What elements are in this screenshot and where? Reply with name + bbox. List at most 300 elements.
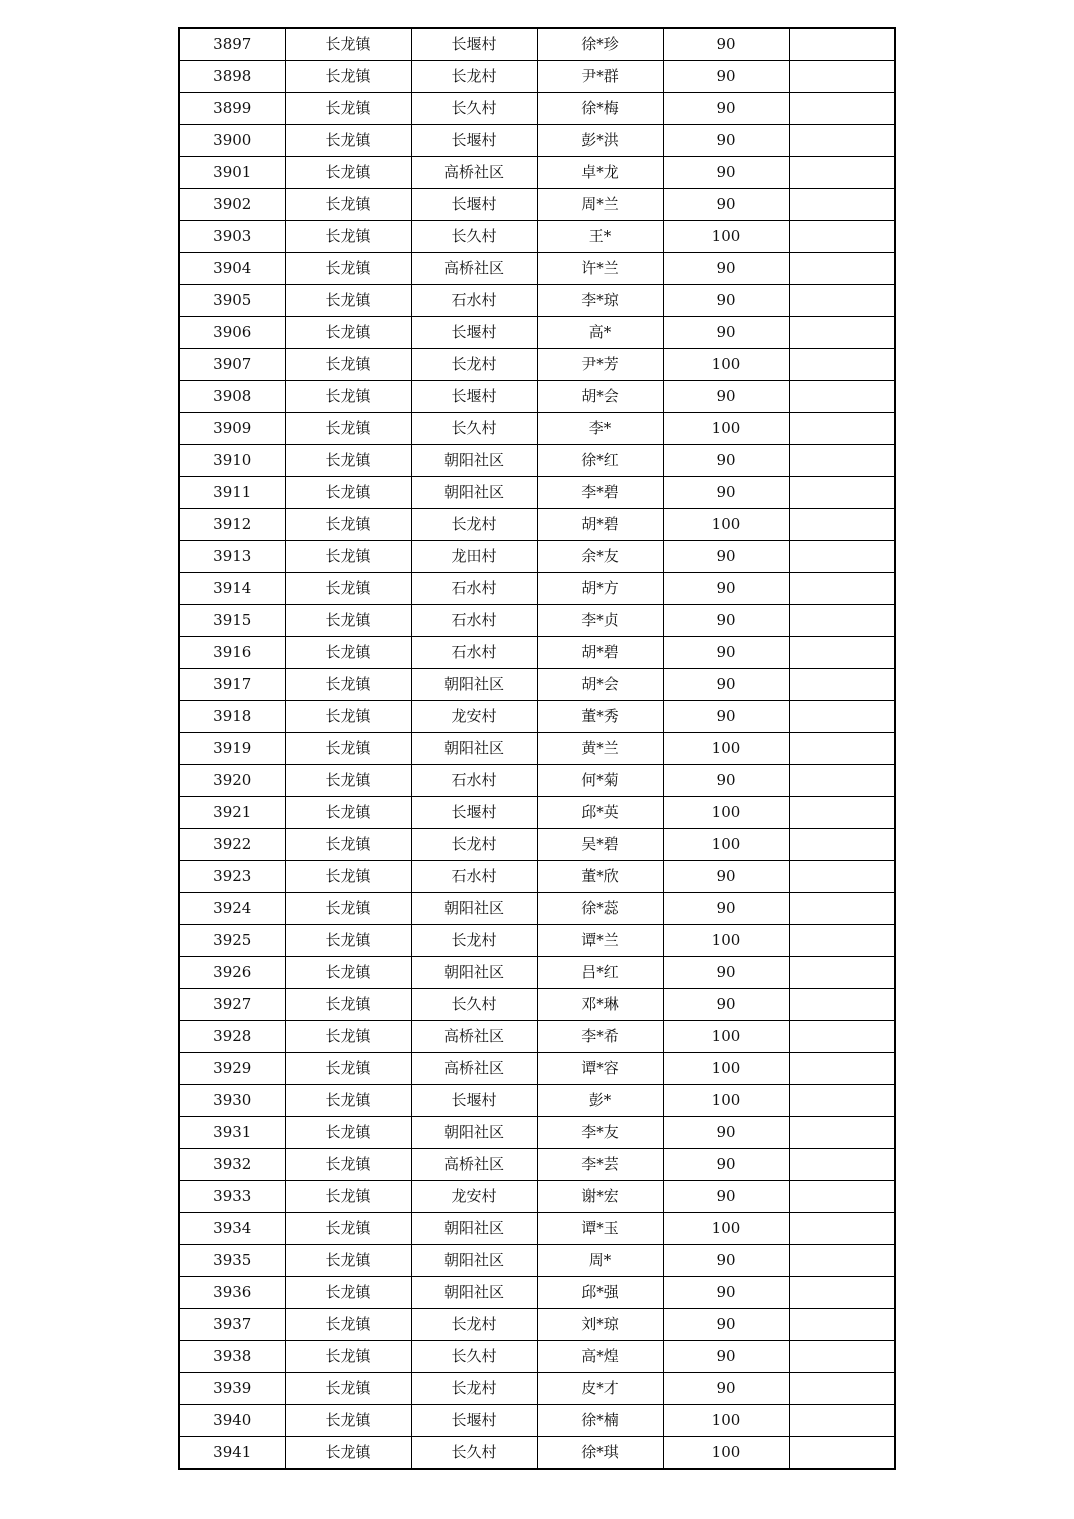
village-cell: 石水村 [411, 637, 537, 669]
amount-cell: 100 [663, 1085, 789, 1117]
town-cell: 长龙镇 [285, 349, 411, 381]
name-cell: 卓*龙 [537, 157, 663, 189]
table-row [179, 509, 895, 541]
amount-cell: 100 [663, 1213, 789, 1245]
name-cell: 胡*会 [537, 381, 663, 413]
table-row [179, 349, 895, 381]
village-cell: 长龙村 [411, 61, 537, 93]
serial-cell: 3930 [179, 1085, 285, 1117]
amount-cell: 100 [663, 413, 789, 445]
remark-cell [789, 1437, 895, 1470]
remark-cell [789, 381, 895, 413]
serial-cell: 3910 [179, 445, 285, 477]
amount-cell: 100 [663, 797, 789, 829]
town-cell: 长龙镇 [285, 573, 411, 605]
name-cell: 徐*楠 [537, 1405, 663, 1437]
name-cell: 董*秀 [537, 701, 663, 733]
name-cell: 董*欣 [537, 861, 663, 893]
table-row [179, 28, 895, 61]
town-cell: 长龙镇 [285, 1053, 411, 1085]
name-cell: 李*芸 [537, 1149, 663, 1181]
village-cell: 石水村 [411, 605, 537, 637]
amount-cell: 90 [663, 285, 789, 317]
table-row [179, 413, 895, 445]
serial-cell: 3897 [179, 28, 285, 61]
remark-cell [789, 637, 895, 669]
remark-cell [789, 1117, 895, 1149]
table-row [179, 221, 895, 253]
remark-cell [789, 1181, 895, 1213]
serial-cell: 3916 [179, 637, 285, 669]
amount-cell: 90 [663, 1117, 789, 1149]
remark-cell [789, 1149, 895, 1181]
amount-cell: 90 [663, 861, 789, 893]
town-cell: 长龙镇 [285, 445, 411, 477]
town-cell: 长龙镇 [285, 637, 411, 669]
amount-cell: 90 [663, 701, 789, 733]
village-cell: 长久村 [411, 1437, 537, 1470]
remark-cell [789, 1053, 895, 1085]
name-cell: 邓*琳 [537, 989, 663, 1021]
table-row [179, 893, 895, 925]
remark-cell [789, 989, 895, 1021]
name-cell: 谢*宏 [537, 1181, 663, 1213]
serial-cell: 3909 [179, 413, 285, 445]
name-cell: 徐*琪 [537, 1437, 663, 1470]
town-cell: 长龙镇 [285, 28, 411, 61]
village-cell: 长堰村 [411, 28, 537, 61]
table-row [179, 957, 895, 989]
amount-cell: 90 [663, 157, 789, 189]
serial-cell: 3915 [179, 605, 285, 637]
serial-cell: 3935 [179, 1245, 285, 1277]
village-cell: 高桥社区 [411, 1149, 537, 1181]
name-cell: 高*煌 [537, 1341, 663, 1373]
town-cell: 长龙镇 [285, 189, 411, 221]
table-row [179, 253, 895, 285]
table-row [179, 1373, 895, 1405]
name-cell: 李*希 [537, 1021, 663, 1053]
name-cell: 李* [537, 413, 663, 445]
name-cell: 胡*碧 [537, 509, 663, 541]
table-row [179, 605, 895, 637]
amount-cell: 90 [663, 1181, 789, 1213]
remark-cell [789, 925, 895, 957]
name-cell: 彭*洪 [537, 125, 663, 157]
name-cell: 周*兰 [537, 189, 663, 221]
remark-cell [789, 1405, 895, 1437]
amount-cell: 100 [663, 349, 789, 381]
town-cell: 长龙镇 [285, 93, 411, 125]
table-row [179, 1149, 895, 1181]
amount-cell: 90 [663, 1277, 789, 1309]
village-cell: 石水村 [411, 573, 537, 605]
amount-cell: 90 [663, 28, 789, 61]
town-cell: 长龙镇 [285, 1373, 411, 1405]
amount-cell: 90 [663, 1341, 789, 1373]
amount-cell: 90 [663, 317, 789, 349]
serial-cell: 3914 [179, 573, 285, 605]
name-cell: 尹*芳 [537, 349, 663, 381]
town-cell: 长龙镇 [285, 733, 411, 765]
serial-cell: 3939 [179, 1373, 285, 1405]
village-cell: 长堰村 [411, 1405, 537, 1437]
town-cell: 长龙镇 [285, 957, 411, 989]
name-cell: 徐*珍 [537, 28, 663, 61]
village-cell: 长龙村 [411, 509, 537, 541]
village-cell: 龙安村 [411, 701, 537, 733]
table-row [179, 1405, 895, 1437]
village-cell: 长久村 [411, 413, 537, 445]
village-cell: 长久村 [411, 1341, 537, 1373]
records-body [179, 28, 895, 1469]
table-row [179, 829, 895, 861]
village-cell: 高桥社区 [411, 1053, 537, 1085]
table-row [179, 541, 895, 573]
village-cell: 朝阳社区 [411, 1245, 537, 1277]
name-cell: 徐*梅 [537, 93, 663, 125]
village-cell: 长堰村 [411, 125, 537, 157]
remark-cell [789, 1373, 895, 1405]
name-cell: 刘*琼 [537, 1309, 663, 1341]
town-cell: 长龙镇 [285, 1085, 411, 1117]
amount-cell: 90 [663, 381, 789, 413]
town-cell: 长龙镇 [285, 381, 411, 413]
table-row [179, 125, 895, 157]
name-cell: 胡*方 [537, 573, 663, 605]
name-cell: 何*菊 [537, 765, 663, 797]
remark-cell [789, 1213, 895, 1245]
town-cell: 长龙镇 [285, 1437, 411, 1470]
amount-cell: 90 [663, 93, 789, 125]
name-cell: 李*碧 [537, 477, 663, 509]
serial-cell: 3902 [179, 189, 285, 221]
amount-cell: 100 [663, 1405, 789, 1437]
town-cell: 长龙镇 [285, 765, 411, 797]
serial-cell: 3921 [179, 797, 285, 829]
village-cell: 朝阳社区 [411, 1277, 537, 1309]
remark-cell [789, 957, 895, 989]
serial-cell: 3920 [179, 765, 285, 797]
amount-cell: 90 [663, 541, 789, 573]
town-cell: 长龙镇 [285, 989, 411, 1021]
remark-cell [789, 701, 895, 733]
town-cell: 长龙镇 [285, 1405, 411, 1437]
town-cell: 长龙镇 [285, 125, 411, 157]
remark-cell [789, 349, 895, 381]
remark-cell [789, 221, 895, 253]
town-cell: 长龙镇 [285, 605, 411, 637]
town-cell: 长龙镇 [285, 1213, 411, 1245]
name-cell: 徐*红 [537, 445, 663, 477]
serial-cell: 3929 [179, 1053, 285, 1085]
remark-cell [789, 1245, 895, 1277]
village-cell: 长龙村 [411, 1309, 537, 1341]
serial-cell: 3911 [179, 477, 285, 509]
remark-cell [789, 1277, 895, 1309]
table-row [179, 733, 895, 765]
town-cell: 长龙镇 [285, 1309, 411, 1341]
table-row [179, 573, 895, 605]
village-cell: 朝阳社区 [411, 957, 537, 989]
town-cell: 长龙镇 [285, 413, 411, 445]
amount-cell: 90 [663, 1245, 789, 1277]
amount-cell: 100 [663, 509, 789, 541]
remark-cell [789, 765, 895, 797]
name-cell: 谭*兰 [537, 925, 663, 957]
remark-cell [789, 61, 895, 93]
name-cell: 邱*强 [537, 1277, 663, 1309]
table-row [179, 1341, 895, 1373]
remark-cell [789, 413, 895, 445]
name-cell: 彭* [537, 1085, 663, 1117]
remark-cell [789, 253, 895, 285]
remark-cell [789, 509, 895, 541]
amount-cell: 90 [663, 125, 789, 157]
village-cell: 石水村 [411, 765, 537, 797]
remark-cell [789, 285, 895, 317]
table-row [179, 637, 895, 669]
serial-cell: 3938 [179, 1341, 285, 1373]
serial-cell: 3926 [179, 957, 285, 989]
serial-cell: 3904 [179, 253, 285, 285]
table-row [179, 989, 895, 1021]
name-cell: 许*兰 [537, 253, 663, 285]
name-cell: 尹*群 [537, 61, 663, 93]
table-row [179, 285, 895, 317]
village-cell: 长久村 [411, 93, 537, 125]
table-row [179, 1437, 895, 1470]
serial-cell: 3913 [179, 541, 285, 573]
amount-cell: 90 [663, 893, 789, 925]
remark-cell [789, 797, 895, 829]
table-row [179, 701, 895, 733]
town-cell: 长龙镇 [285, 1341, 411, 1373]
town-cell: 长龙镇 [285, 1117, 411, 1149]
name-cell: 谭*容 [537, 1053, 663, 1085]
amount-cell: 90 [663, 1309, 789, 1341]
village-cell: 长堰村 [411, 797, 537, 829]
name-cell: 李*友 [537, 1117, 663, 1149]
serial-cell: 3936 [179, 1277, 285, 1309]
village-cell: 高桥社区 [411, 253, 537, 285]
remark-cell [789, 541, 895, 573]
amount-cell: 100 [663, 221, 789, 253]
table-row [179, 477, 895, 509]
name-cell: 吕*红 [537, 957, 663, 989]
serial-cell: 3923 [179, 861, 285, 893]
amount-cell: 100 [663, 1053, 789, 1085]
town-cell: 长龙镇 [285, 253, 411, 285]
serial-cell: 3940 [179, 1405, 285, 1437]
amount-cell: 100 [663, 925, 789, 957]
serial-cell: 3898 [179, 61, 285, 93]
village-cell: 长堰村 [411, 189, 537, 221]
remark-cell [789, 733, 895, 765]
name-cell: 皮*才 [537, 1373, 663, 1405]
table-row [179, 1117, 895, 1149]
amount-cell: 100 [663, 829, 789, 861]
village-cell: 龙安村 [411, 1181, 537, 1213]
village-cell: 石水村 [411, 861, 537, 893]
remark-cell [789, 445, 895, 477]
serial-cell: 3922 [179, 829, 285, 861]
village-cell: 长龙村 [411, 349, 537, 381]
table-row [179, 445, 895, 477]
table-row [179, 1245, 895, 1277]
remark-cell [789, 1021, 895, 1053]
village-cell: 石水村 [411, 285, 537, 317]
town-cell: 长龙镇 [285, 893, 411, 925]
table-row [179, 93, 895, 125]
serial-cell: 3917 [179, 669, 285, 701]
town-cell: 长龙镇 [285, 541, 411, 573]
amount-cell: 90 [663, 189, 789, 221]
village-cell: 龙田村 [411, 541, 537, 573]
town-cell: 长龙镇 [285, 157, 411, 189]
village-cell: 朝阳社区 [411, 445, 537, 477]
name-cell: 高* [537, 317, 663, 349]
table-row [179, 157, 895, 189]
town-cell: 长龙镇 [285, 1245, 411, 1277]
amount-cell: 90 [663, 637, 789, 669]
amount-cell: 90 [663, 1149, 789, 1181]
serial-cell: 3908 [179, 381, 285, 413]
village-cell: 朝阳社区 [411, 1213, 537, 1245]
table-row [179, 1277, 895, 1309]
amount-cell: 90 [663, 669, 789, 701]
serial-cell: 3933 [179, 1181, 285, 1213]
village-cell: 长龙村 [411, 925, 537, 957]
table-row [179, 797, 895, 829]
remark-cell [789, 157, 895, 189]
village-cell: 长龙村 [411, 829, 537, 861]
village-cell: 长堰村 [411, 381, 537, 413]
remark-cell [789, 573, 895, 605]
village-cell: 高桥社区 [411, 1021, 537, 1053]
table-row [179, 765, 895, 797]
table-row [179, 317, 895, 349]
amount-cell: 90 [663, 957, 789, 989]
table-row [179, 1213, 895, 1245]
amount-cell: 100 [663, 1437, 789, 1470]
town-cell: 长龙镇 [285, 285, 411, 317]
serial-cell: 3900 [179, 125, 285, 157]
town-cell: 长龙镇 [285, 221, 411, 253]
serial-cell: 3928 [179, 1021, 285, 1053]
serial-cell: 3934 [179, 1213, 285, 1245]
serial-cell: 3905 [179, 285, 285, 317]
name-cell: 胡*会 [537, 669, 663, 701]
village-cell: 朝阳社区 [411, 477, 537, 509]
name-cell: 周* [537, 1245, 663, 1277]
serial-cell: 3932 [179, 1149, 285, 1181]
village-cell: 长久村 [411, 221, 537, 253]
remark-cell [789, 605, 895, 637]
town-cell: 长龙镇 [285, 1149, 411, 1181]
town-cell: 长龙镇 [285, 1021, 411, 1053]
remark-cell [789, 861, 895, 893]
remark-cell [789, 28, 895, 61]
town-cell: 长龙镇 [285, 669, 411, 701]
town-cell: 长龙镇 [285, 477, 411, 509]
serial-cell: 3899 [179, 93, 285, 125]
village-cell: 朝阳社区 [411, 893, 537, 925]
town-cell: 长龙镇 [285, 829, 411, 861]
remark-cell [789, 93, 895, 125]
remark-cell [789, 477, 895, 509]
name-cell: 吴*碧 [537, 829, 663, 861]
town-cell: 长龙镇 [285, 1277, 411, 1309]
remark-cell [789, 1085, 895, 1117]
serial-cell: 3903 [179, 221, 285, 253]
table-row [179, 1021, 895, 1053]
town-cell: 长龙镇 [285, 1181, 411, 1213]
table-row [179, 669, 895, 701]
amount-cell: 100 [663, 733, 789, 765]
table-row [179, 189, 895, 221]
village-cell: 朝阳社区 [411, 1117, 537, 1149]
serial-cell: 3907 [179, 349, 285, 381]
remark-cell [789, 317, 895, 349]
serial-cell: 3931 [179, 1117, 285, 1149]
town-cell: 长龙镇 [285, 797, 411, 829]
table-row [179, 861, 895, 893]
serial-cell: 3925 [179, 925, 285, 957]
serial-cell: 3912 [179, 509, 285, 541]
serial-cell: 3919 [179, 733, 285, 765]
name-cell: 李*贞 [537, 605, 663, 637]
village-cell: 长堰村 [411, 317, 537, 349]
serial-cell: 3927 [179, 989, 285, 1021]
town-cell: 长龙镇 [285, 861, 411, 893]
town-cell: 长龙镇 [285, 509, 411, 541]
table-row [179, 1053, 895, 1085]
amount-cell: 100 [663, 1021, 789, 1053]
name-cell: 李*琼 [537, 285, 663, 317]
amount-cell: 90 [663, 765, 789, 797]
table-row [179, 1085, 895, 1117]
amount-cell: 90 [663, 445, 789, 477]
serial-cell: 3941 [179, 1437, 285, 1470]
name-cell: 徐*蕊 [537, 893, 663, 925]
village-cell: 长久村 [411, 989, 537, 1021]
table-row [179, 1309, 895, 1341]
name-cell: 黄*兰 [537, 733, 663, 765]
table-row [179, 381, 895, 413]
name-cell: 余*友 [537, 541, 663, 573]
name-cell: 王* [537, 221, 663, 253]
town-cell: 长龙镇 [285, 61, 411, 93]
name-cell: 谭*玉 [537, 1213, 663, 1245]
table-row [179, 925, 895, 957]
serial-cell: 3901 [179, 157, 285, 189]
remark-cell [789, 669, 895, 701]
remark-cell [789, 1309, 895, 1341]
table-row [179, 61, 895, 93]
name-cell: 邱*英 [537, 797, 663, 829]
records-table [178, 27, 896, 1470]
village-cell: 高桥社区 [411, 157, 537, 189]
name-cell: 胡*碧 [537, 637, 663, 669]
serial-cell: 3918 [179, 701, 285, 733]
amount-cell: 90 [663, 605, 789, 637]
table-row [179, 1181, 895, 1213]
amount-cell: 90 [663, 573, 789, 605]
amount-cell: 90 [663, 1373, 789, 1405]
amount-cell: 90 [663, 477, 789, 509]
village-cell: 朝阳社区 [411, 669, 537, 701]
